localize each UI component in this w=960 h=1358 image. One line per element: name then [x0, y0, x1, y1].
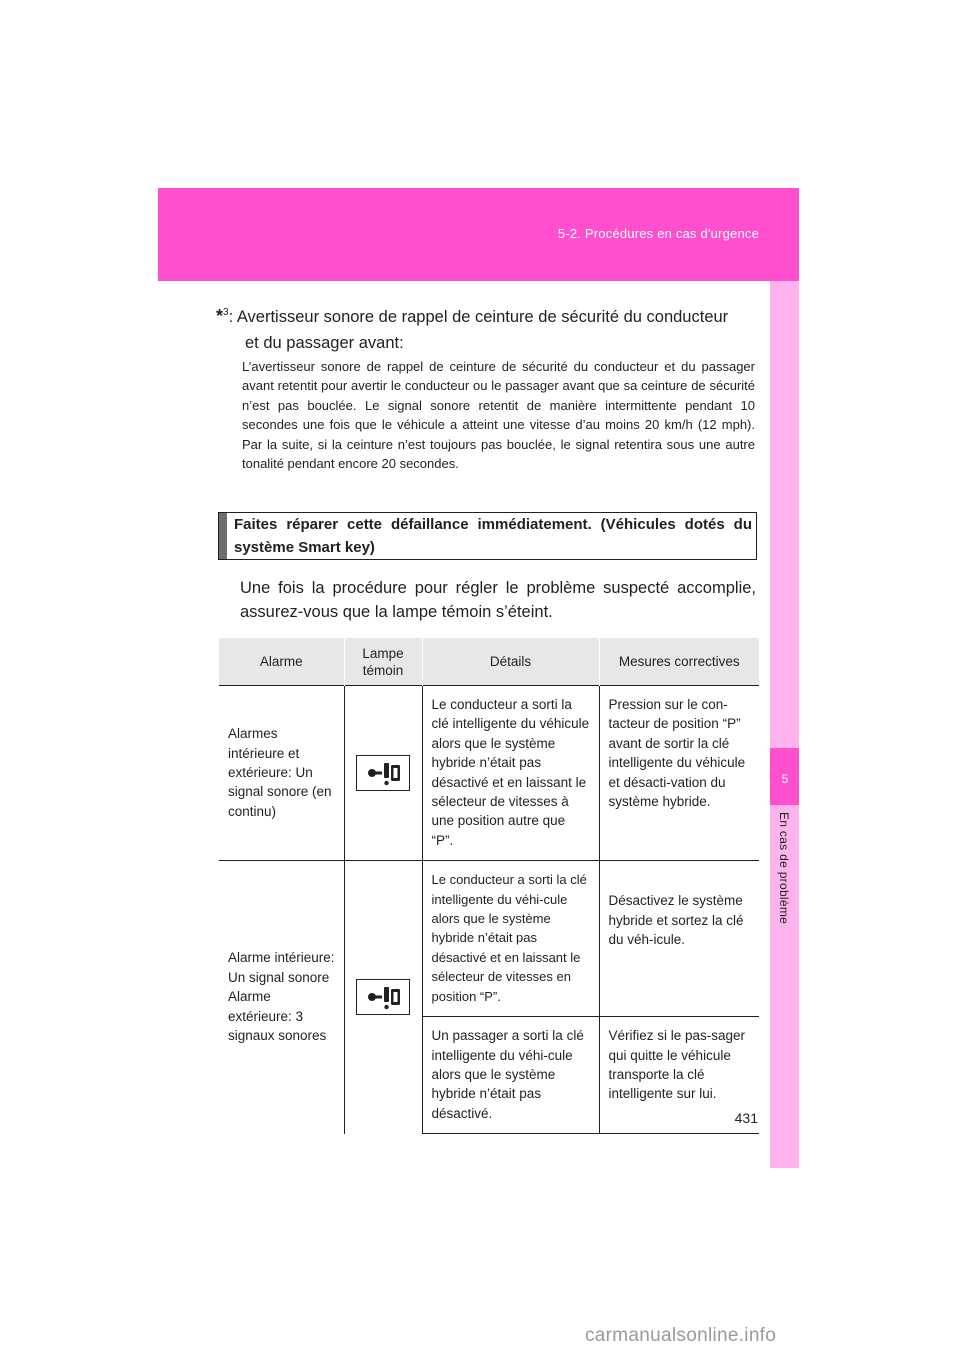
warning-box — [218, 512, 757, 560]
cell-alarm: Alarme intérieure: Un signal sonore Alarme extérieure: 3 signaux sonores — [219, 861, 344, 1134]
cell-action: Vérifiez si le pas-sager qui quitte le véhicule transporte la clé intelligente sur lui. — [599, 1017, 759, 1134]
chapter-label: En cas de problème — [777, 812, 791, 925]
header-actions: Mesures correctives — [599, 638, 759, 686]
table-row — [219, 861, 759, 1017]
cell-lamp — [344, 861, 422, 1134]
table-header-row — [219, 638, 759, 686]
warning-text: Faites réparer cette défaillance immédiatement. (Véhicules dotés du système Smart key) — [234, 516, 752, 556]
note-title-line1: : Avertisseur sonore de rappel de ceinture de sécurité du conducteur — [228, 308, 729, 326]
table-row — [219, 686, 759, 861]
alarm-table — [219, 638, 759, 1134]
note-body: L’avertisseur sonore de rappel de ceinture de sécurité du conducteur et du passager avant retentit pour avertir le conducteur ou le passager avant que sa ceinture de sécurité n’est pas bouclée. Le signal sonore retentit de manière intermittente pendant 10 secondes une fois que le véhicule a atteint une vitesse d’au moins 20 km/h (12 mph). Par la suite, si la ceinture n’est toujours pas bouclée, le signal retentira sous une autre tonalité pendant encore 20 secondes. — [242, 359, 755, 472]
note-title-line2: et du passager avant: — [245, 334, 404, 352]
footnote-star: * — [216, 306, 224, 326]
cell-details: Un passager a sorti la clé intelligente du véhi-cule alors que le système hybride n’était pas désactivé. — [422, 1017, 599, 1134]
header-alarm: Alarme — [219, 638, 344, 686]
cell-alarm: Alarmes intérieure et extérieure: Un signal sonore (en continu) — [219, 686, 344, 861]
header-details: Détails — [422, 638, 599, 686]
cell-action: Désactivez le système hybride et sortez la clé du véh-icule. — [599, 861, 759, 1017]
section-title: 5-2. Procédures en cas d'urgence — [557, 226, 759, 241]
key-warning-icon — [356, 979, 410, 1015]
cell-details: Le conducteur a sorti la clé intelligente du véhi-cule alors que le système hybride n’était pas désactivé et en laissant le sélecteur de vitesses en position “P”. — [422, 861, 599, 1017]
watermark: carmanualsonline.info — [585, 1325, 777, 1346]
chapter-number: 5 — [781, 772, 789, 786]
footnote-number: 3 — [223, 307, 229, 318]
header-lamp: Lampe témoin — [344, 638, 422, 686]
note-title — [216, 300, 756, 356]
key-warning-icon — [356, 755, 410, 791]
cell-details: Le conducteur a sorti la clé intelligente du véhicule alors que le système hybride n’était pas désactivé et en laissant le sélecteur de vitesses à une position autre que “P”. — [422, 686, 599, 861]
intro-paragraph: Une fois la procédure pour régler le problème suspecté accomplie, assurez-vous que la lampe témoin s’éteint. — [240, 579, 756, 621]
cell-lamp — [344, 686, 422, 861]
section-header-band — [158, 188, 799, 281]
warning-bar — [219, 513, 227, 559]
page-number: 431 — [734, 1110, 758, 1126]
cell-action: Pression sur le con-tacteur de position “P” avant de sortir la clé intelligente du véhicule et désacti-vation du système hybride. — [599, 686, 759, 861]
chapter-side-strip — [770, 281, 799, 1168]
